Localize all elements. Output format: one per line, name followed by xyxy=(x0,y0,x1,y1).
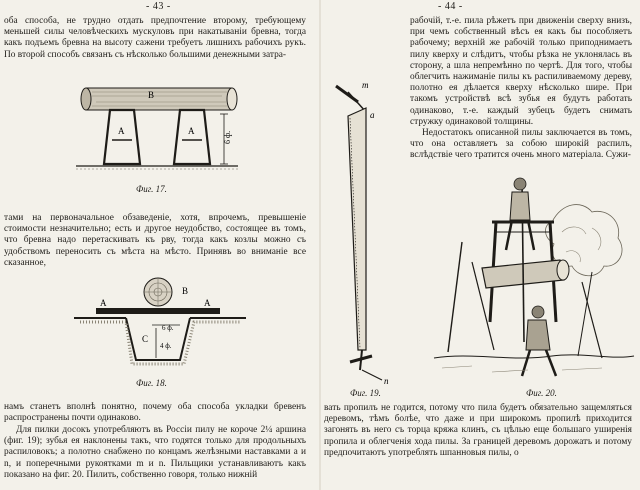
fig17-dimension: 6 ф. xyxy=(223,130,232,144)
fig18-label-a1: A xyxy=(100,298,107,308)
fig18-label-c: C xyxy=(142,334,149,344)
left-paragraph-4: Для пилки досокъ употребляютъ въ Россіи пилу не короче 2¼ аршина (фиг. 19); зубья ея наклонены такъ, что годятся только для продольныхъ распиловокъ; а полотно снабжено по концамъ желѣзными наставками a и n, и поперечными рукоятками m и n. Пильщики устанавливаютъ какъ показано на фиг. 20. Пилить, собственно говоря, только нижній xyxy=(4,425,306,480)
fig20-caption: Фиг. 20. xyxy=(526,388,557,398)
page-number-left: - 43 - xyxy=(146,1,171,12)
fig17-label-a1: A xyxy=(118,126,125,136)
fig18-dimension-h: 6 ф. xyxy=(162,324,174,332)
fig19-label-n: n xyxy=(384,376,389,386)
fig17-label-b: B xyxy=(148,90,155,100)
fig17-label-a2: A xyxy=(188,126,195,136)
figure-18 xyxy=(70,268,250,376)
left-paragraph-2: тами на первоначальное обзаведеніе, хотя, впрочемъ, превышеніе стоимости незначительно; есть и другое неудобство, состоящее въ томъ, что бревна надо перетаскивать къ рву, тогда какъ козлы можно съ удобствомъ переносить съ мѣста на мѣсто. Принявъ во вниманіе все сказанное, xyxy=(4,213,306,268)
right-paragraph-3: вать пропилъ не годится, потому что пила будетъ обязательно защемляться деревомъ, тѣмъ болѣе, что даже и при широкомъ пропилѣ приходится загонять въ него съ торца кряжа клинъ, съ цѣлью еще большаго уширенія пропила и облегченія хода пилы. За границей деревомъ дорожатъ и потому предпочитаютъ употреблять шпанновыя пилы, о xyxy=(324,403,632,458)
right-page xyxy=(320,0,640,490)
right-paragraph-1: рабочій, т.-е. пила рѣжетъ при движеніи сверху внизъ, при чемъ собственный вѣсъ ея какъ бы пособляетъ рабочему; верхній же рабочій только приподнимаетъ пилу кверху и слѣдитъ, чтобы рѣзка не уклонялась въ сторону, а шла непремѣнно по чертѣ. Для того, чтобы облегчить нажиманіе пилы къ распиливаемому дереву, полотно ея дѣлается кверху нѣсколько шире. При такомъ устройствѣ всѣ зубья ея будутъ работать одинаково, т.-е. каждый зубецъ будетъ снимать стружку одинаковой толщины. xyxy=(410,16,632,127)
figure-19 xyxy=(326,78,406,390)
fig18-dimension-v: 4 ф. xyxy=(160,342,172,350)
fig17-caption: Фиг. 17. xyxy=(136,184,167,194)
fig18-label-b: B xyxy=(182,286,189,296)
figure-17 xyxy=(72,82,248,182)
fig19-label-m: m xyxy=(362,80,369,90)
fig19-label-a: a xyxy=(370,110,375,120)
page-number-right: - 44 - xyxy=(438,1,463,12)
left-paragraph-3: намъ станетъ вполнѣ понятно, почему оба способа укладки бревенъ распространены почти одинаково. xyxy=(4,402,306,424)
fig19-caption: Фиг. 19. xyxy=(350,388,381,398)
figure-20 xyxy=(432,172,636,382)
right-paragraph-2: Недостатокъ описанной пилы заключается въ томъ, что она оставляетъ за собою широкій распилъ, вслѣдствіе чего тратится очень много матеріала. Сужи- xyxy=(410,128,632,161)
left-paragraph-1: оба способа, не трудно отдать предпочтение второму, требующему меньшей силы человѣческихъ мускуловъ при накатываніи бревна, тогда какъ подъемъ бревна на высоту сажени требуетъ лишнихъ рабочихъ рукъ. По второй способъ связанъ съ нѣсколько большими денежными затра- xyxy=(4,16,306,60)
fig18-label-a2: A xyxy=(204,298,211,308)
fig18-caption: Фиг. 18. xyxy=(136,378,167,388)
